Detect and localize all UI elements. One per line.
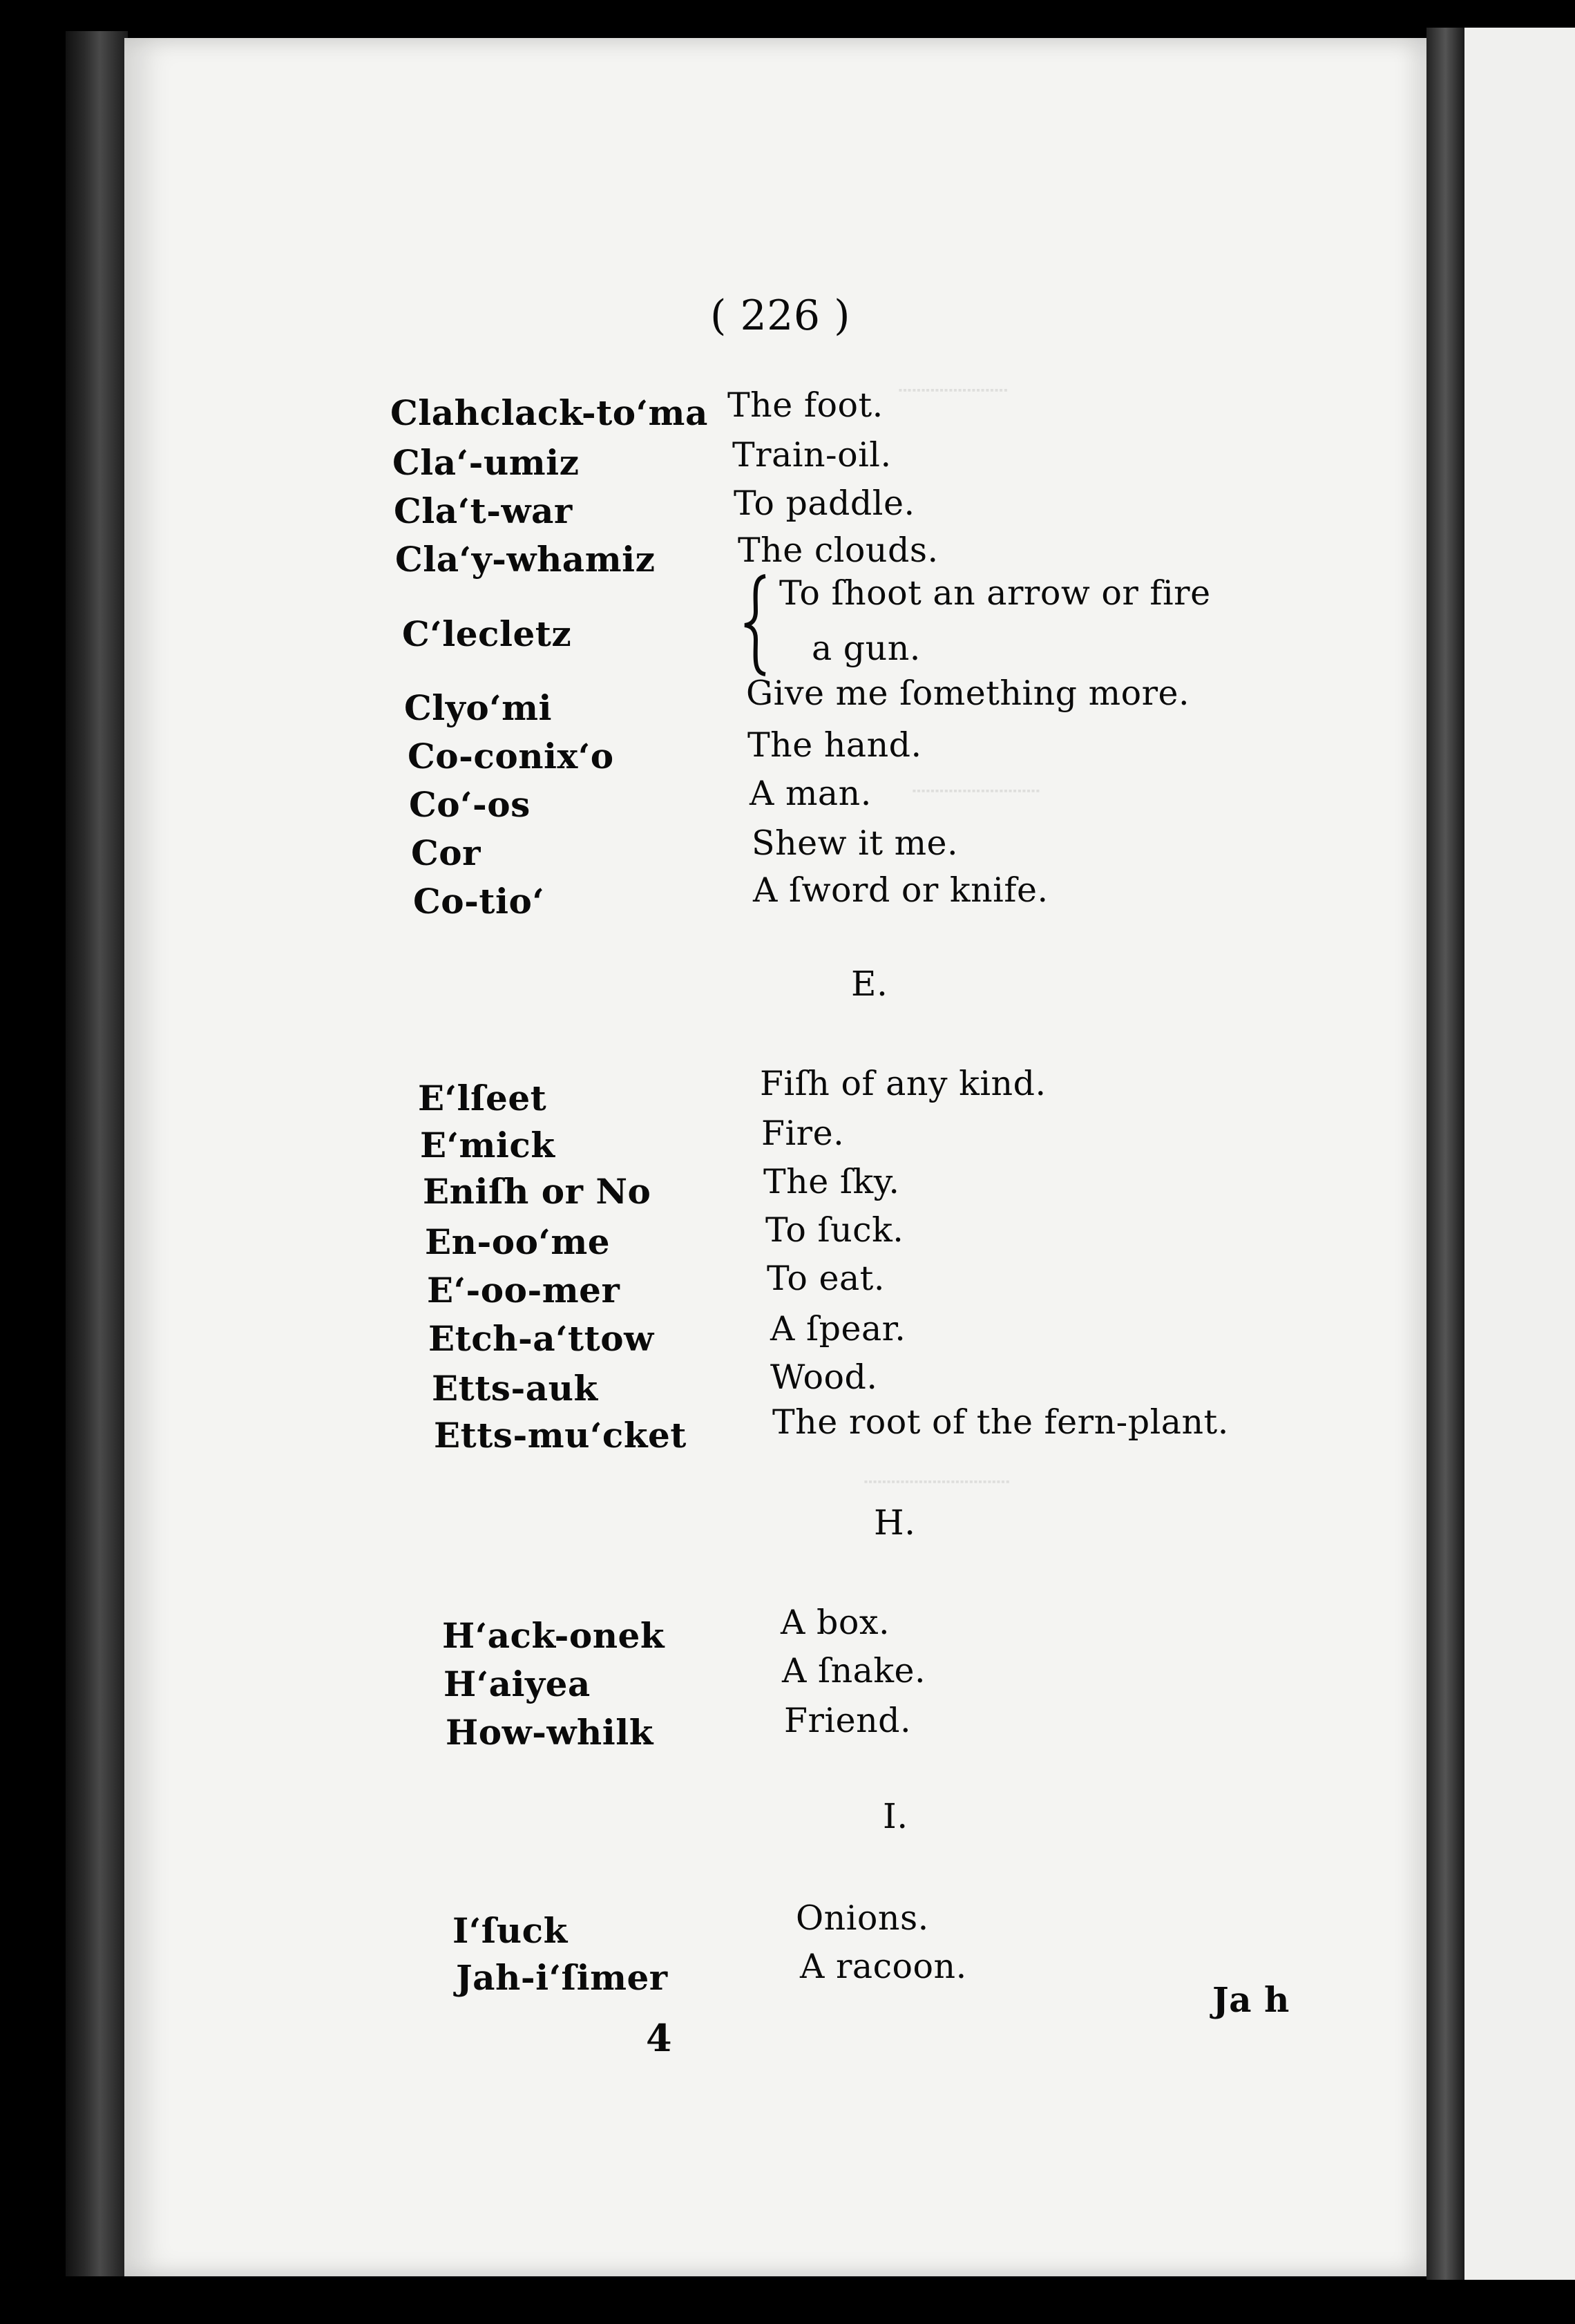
entry-term: Clyoʻmi: [404, 687, 552, 728]
entry-meaning: Fiſh of any kind.: [760, 1064, 1047, 1103]
entry-term: Etch-aʻttow: [428, 1318, 654, 1359]
entry-meaning: To eat.: [767, 1259, 885, 1298]
entry-meaning: Fire.: [761, 1114, 845, 1153]
entry-meaning: A box.: [781, 1603, 890, 1642]
entry-term: Jah-iʻſimer: [456, 1957, 668, 1998]
entry-meaning: A ſpear.: [770, 1309, 906, 1349]
entry-meaning: A man.: [750, 774, 872, 813]
book-binding: [66, 31, 128, 2276]
entry-term: Cor: [411, 832, 481, 873]
entry-term: Co-conixʻo: [408, 736, 614, 777]
entry-term: Iʻſuck: [452, 1910, 568, 1951]
entry-meaning: Onions.: [796, 1898, 929, 1938]
show-through: ┈┈┈┈┈┈┈: [912, 774, 1040, 809]
entry-meaning: To paddle.: [734, 484, 915, 523]
entry-meaning: The clouds.: [738, 531, 939, 570]
section-heading: E.: [851, 964, 888, 1004]
entry-meaning: The hand.: [747, 725, 922, 765]
catchword: Ja h: [1212, 1979, 1290, 2020]
entry-term: Claʻy-whamiz: [395, 539, 656, 580]
entry-meaning: A ſnake.: [782, 1651, 926, 1690]
entry-term: Cʻlecletz: [402, 613, 572, 654]
entry-meaning: Shew it me.: [752, 823, 959, 863]
entry-meaning: Train-oil.: [732, 435, 892, 475]
show-through: ┈┈┈┈┈┈┈┈: [863, 1465, 1010, 1500]
show-through: ┈┈┈┈┈┈: [898, 373, 1008, 408]
entry-meaning: To ſuck.: [765, 1210, 904, 1250]
entry-term: Hʻack-onek: [442, 1615, 665, 1656]
entry-meaning: Wood.: [770, 1358, 878, 1397]
book-page: [124, 38, 1426, 2276]
section-heading: H.: [874, 1503, 916, 1543]
entry-meaning: Friend.: [784, 1701, 912, 1740]
entry-meaning: To ſhoot an arrow or fire: [779, 573, 1211, 613]
entry-term: Eʻmick: [420, 1125, 555, 1165]
entry-term: Co-tioʻ: [413, 881, 545, 922]
entry-term: Eniſh or No: [423, 1171, 651, 1212]
entry-term: Hʻaiyea: [443, 1664, 591, 1704]
entry-term: Eʻ-oo-mer: [427, 1270, 620, 1311]
entry-term: Etts-auk: [432, 1368, 598, 1409]
entry-meaning: Give me ſomething more.: [746, 674, 1190, 713]
entry-meaning: The ſky.: [763, 1162, 900, 1201]
entry-term: How-whilk: [446, 1712, 653, 1753]
entry-meaning: The foot.: [727, 385, 884, 425]
entry-meaning: A ſword or knife.: [753, 870, 1049, 910]
brace-icon: [741, 573, 771, 677]
entry-meaning: The root of the fern-plant.: [772, 1402, 1229, 1442]
entry-term: Etts-muʻcket: [434, 1415, 687, 1456]
entry-meaning-continued: a gun.: [812, 629, 921, 668]
page-number: ( 226 ): [710, 292, 850, 340]
section-heading: I.: [883, 1796, 908, 1836]
entry-term: Claʻ-umiz: [392, 442, 580, 483]
page-gutter: [1426, 28, 1464, 2280]
entry-term: Coʻ-os: [409, 784, 531, 825]
entry-term: Claʻt-war: [394, 490, 573, 531]
entry-term: Eʻlſeet: [418, 1078, 547, 1118]
entry-meaning: A racoon.: [800, 1947, 967, 1986]
entry-term: Clahclack-toʻma: [390, 392, 708, 433]
entry-term: En-ooʻme: [425, 1221, 611, 1262]
signature-mark: 4: [646, 2016, 673, 2060]
facing-page-edge: [1464, 28, 1575, 2280]
